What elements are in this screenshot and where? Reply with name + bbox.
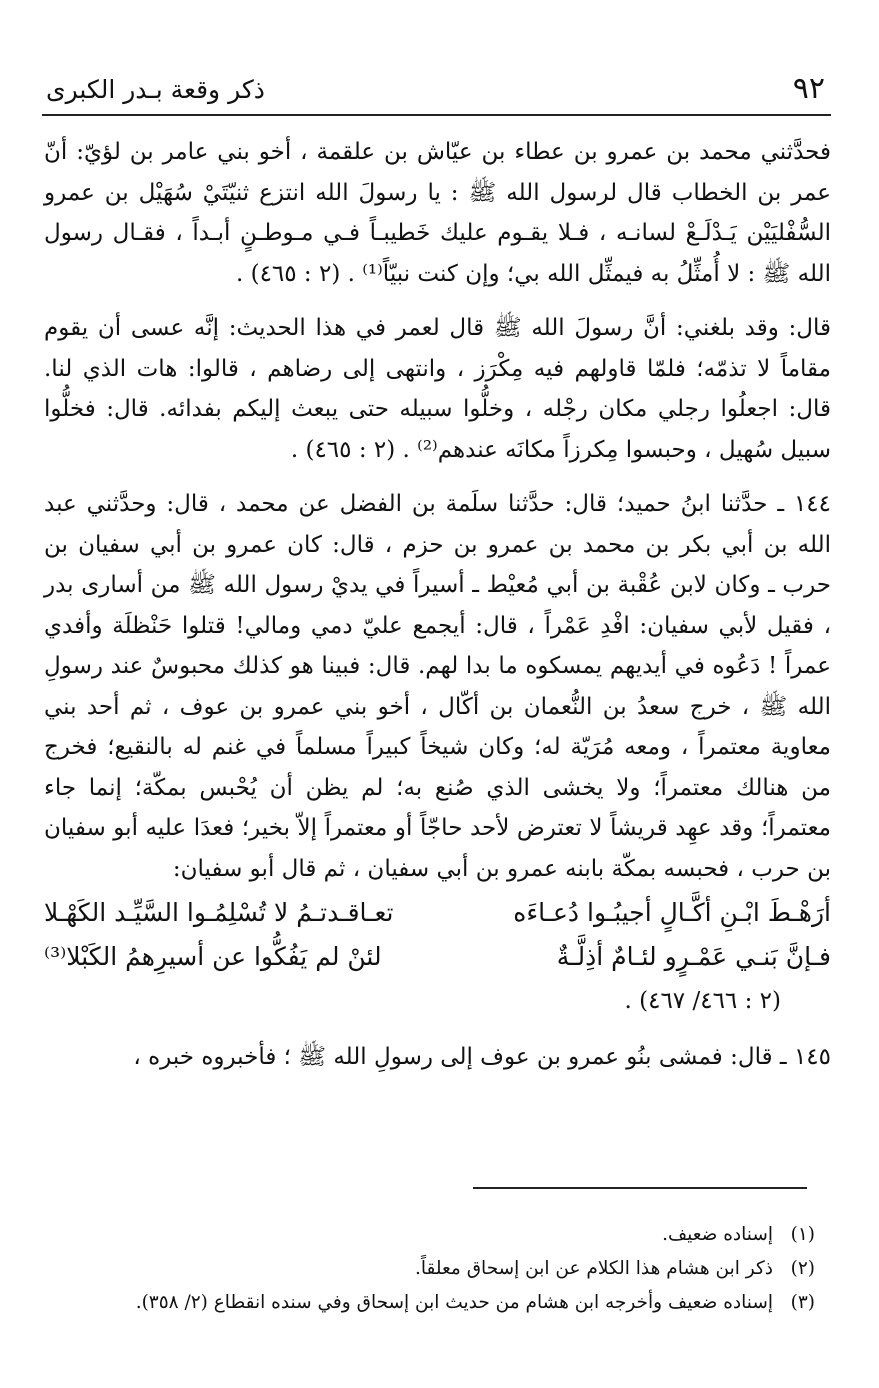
footnote-number: (٣) <box>790 1292 815 1313</box>
poem-reference: (٢ : ٤٦٦/ ٤٦٧) . <box>624 988 781 1014</box>
footnote-text: إسناده ضعيف. <box>662 1224 773 1245</box>
paragraph: قال: وقد بلغني: أنَّ رسولَ الله ﷺ قال لعمر في هذا الحديث: إنَّه عسى أن يقوم مقاماً لا تذمّه؛ فلمّا قاولهم فيه مِكْرَز ، وانتهى إلى رضاهم ، قالوا: هات الذي لنا. قال: اجعلُوا رجلي مكان رجْله ، وخلُّوا سبيله حتى يبعث إليكم بفدائه. قال: فخلُّوا سبيل سُهيل ، وحبسوا مِكرزاً مكانَه عندهم⁽²⁾ . (٢ : ٤٦٥) . <box>44 315 831 463</box>
footnote-text: إسناده ضعيف وأخرجه ابن هشام من حديث ابن إسحاق وفي سنده انقطاع (٢/ ٣٥٨). <box>135 1292 773 1313</box>
footnote <box>44 1252 815 1286</box>
verse-second-half: تعـاقـدتـمُ لا تُسْلِمُـوا السَّيِّـد الكَهْـلا <box>44 898 394 927</box>
page-number: ٩٢ <box>792 71 825 106</box>
footnote <box>44 1286 815 1320</box>
poem <box>44 891 831 1023</box>
footnote-number: (٢) <box>790 1258 815 1279</box>
footnote <box>44 1218 815 1252</box>
paragraph: ١٤٥ ـ قال: فمشى بنُو عمرو بن عوف إلى رسولِ الله ﷺ ؛ فأخبروه خبره ، <box>133 1044 831 1070</box>
running-header <box>42 70 831 116</box>
footnote-text: ذكر ابن هشام هذا الكلام عن ابن إسحاق معلقاً. <box>414 1258 773 1279</box>
footnote-number: (١) <box>790 1224 815 1245</box>
poem-verse <box>44 935 831 979</box>
poem-verse <box>44 891 831 935</box>
main-text <box>44 132 831 1078</box>
paragraph: فحدَّثني محمد بن عمرو بن عطاء بن عيّاش بن علقمة ، أخو بني عامر بن لؤيّ: أنّ عمر بن الخطاب قال لرسول الله ﷺ : يا رسولَ الله انتزع ثنيّتَيْ سُهَيْل بن عمرو السُّفْليَيْن يَـدْلَـعْ لسانـه ، فـلا يقـوم عليك خَطيبـاً فـي مـوطـنٍ أبـداً ، فقـال رسول الله ﷺ : لا أُمثِّلُ به فيمثِّل الله بي؛ وإن كنت نبيّاً⁽¹⁾ . (٢ : ٤٦٥) . <box>44 139 831 287</box>
verse-second-half: لئنْ لم يَفُكُّوا عن أسيرِهمُ الكَبْلا⁽³⁾ <box>44 942 382 971</box>
footnote-divider <box>473 1187 807 1189</box>
verse-first-half: فـإنَّ بَنـي عَمْـرٍو لئـامٌ أذِلَّـةٌ <box>556 942 831 971</box>
running-title: ذكر وقعة بـدر الكبرى <box>46 75 265 104</box>
verse-first-half: أرَهْـطَ ابْـنِ أكَّـالٍ أجيبُـوا دُعـاءَه <box>513 898 831 927</box>
footnotes <box>44 1218 815 1320</box>
paragraph: ١٤٤ ـ حدَّثنا ابنُ حميد؛ قال: حدَّثنا سلَمة بن الفضل عن محمد ، قال: وحدَّثني عبد الله بن أبي بكر بن محمد بن عمرو بن حزم ، قال: كان عمرو بن أبي سفيان بن حرب ـ وكان لابن عُقْبة بن أبي مُعيْط ـ أسيراً في يديْ رسول الله ﷺ من أسارى بدر ، فقيل لأبي سفيان: افْدِ عَمْراً ، قال: أيجمع عليّ دمي ومالي! قتلوا حَنْظلَة وأفدي عمراً ! دَعُوه في أيديهم يمسكوه ما بدا لهم. قال: فبينا هو كذلك محبوسٌ عند رسولِ الله ﷺ ، خرج سعدُ بن النُّعمان بن أكّال ، أخو بني عمرو بن عوف ، ثم أحد بني معاوية معتمراً ، ومعه مُرَيّة له؛ وكان شيخاً كبيراً مسلماً في غنم له بالنقيع؛ فخرج من هنالك معتمراً؛ ولا يخشى الذي صُنع به؛ لم يظن أن يُحْبس بمكّة؛ إنما جاء معتمراً؛ وقد عهِد قريشاً لا تعترض لأحد حاجّاً أو معتمراً إلاّ بخير؛ فعدَا عليه أبو سفيان بن حرب ، فحبسه بمكّة بابنه عمرو بن أبي سفيان ، ثم قال أبو سفيان: <box>44 491 831 882</box>
